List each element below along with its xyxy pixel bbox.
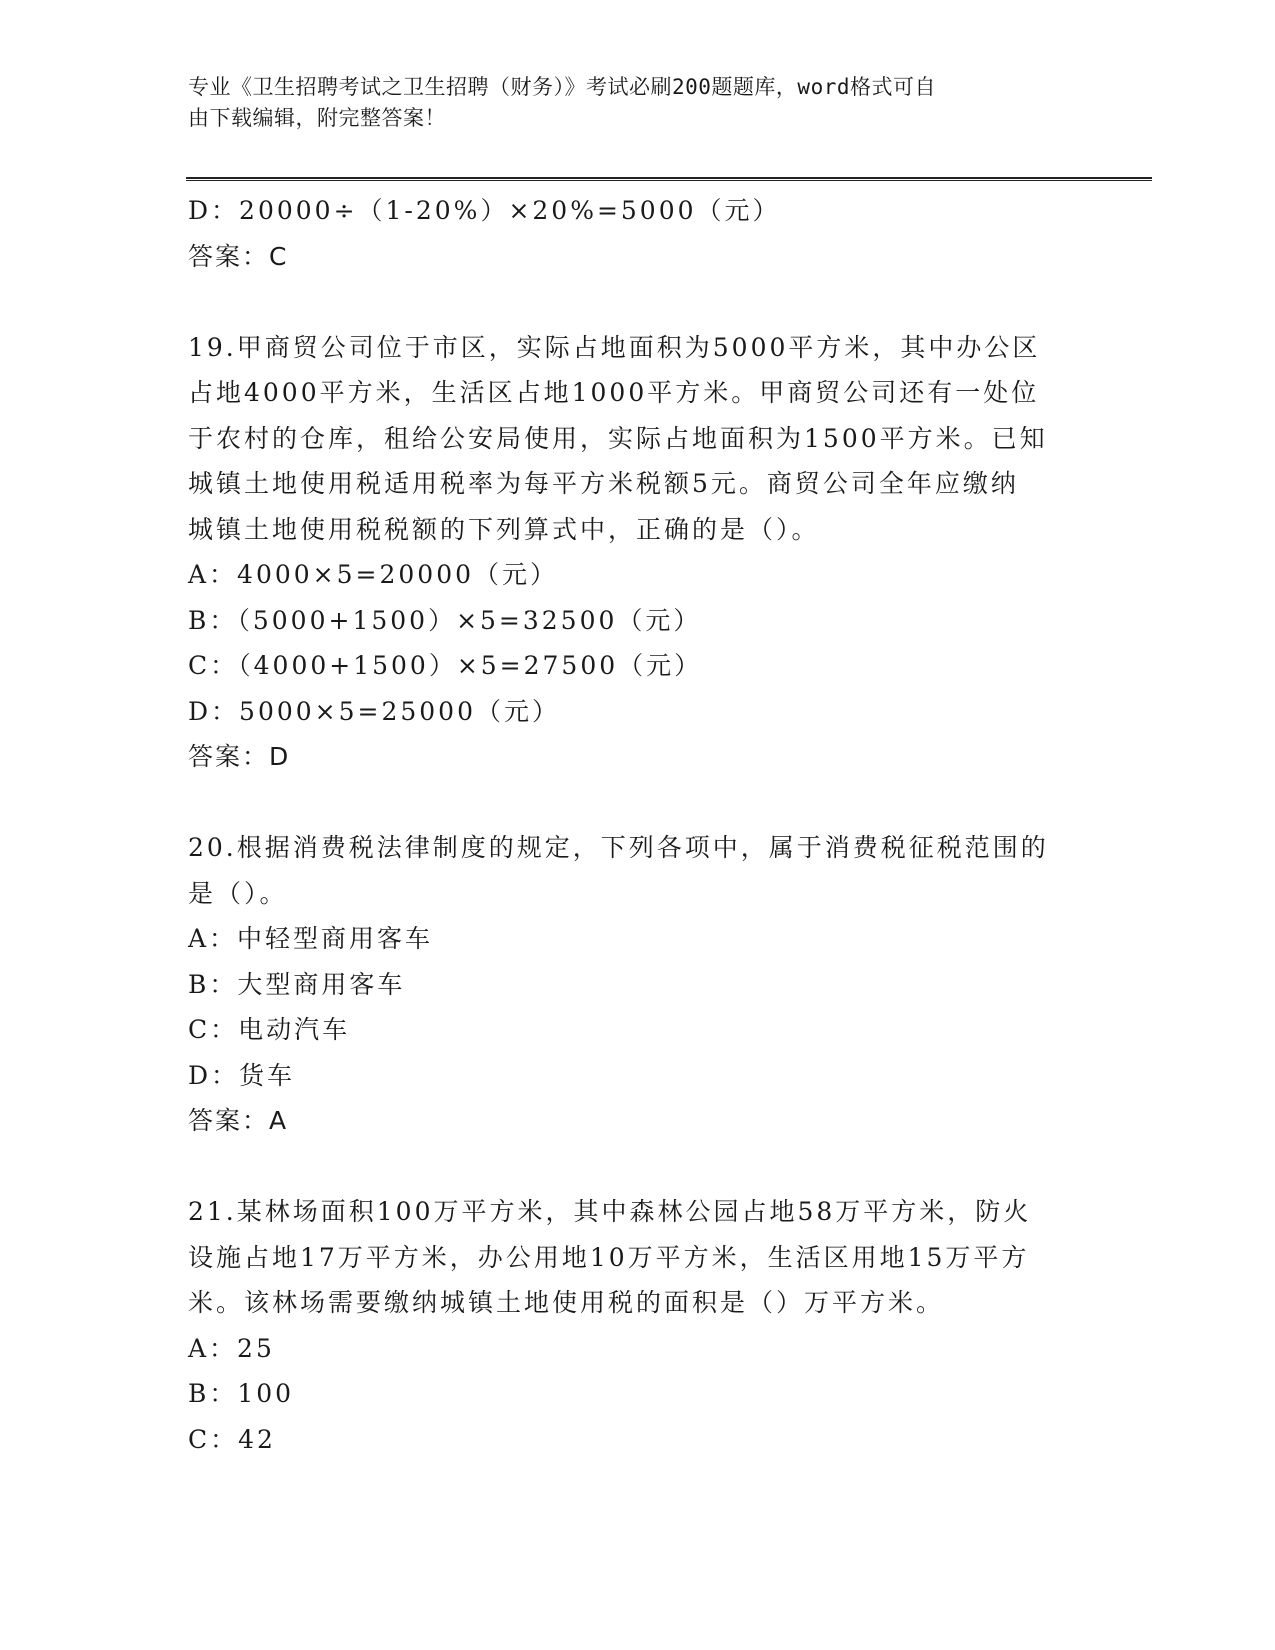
option-b: B：100 <box>188 1379 295 1408</box>
option-a: A：25 <box>188 1333 275 1363</box>
question-content <box>188 188 1088 1462</box>
header-line-2: 由下载编辑，附完整答案！ <box>188 106 446 130</box>
question-21 <box>188 1189 1088 1462</box>
header-line-1: 专业《卫生招聘考试之卫生招聘（财务）》考试必刷200题题库，word格式可自 <box>188 75 936 99</box>
question-stem-line: 设施占地17万平方米，办公用地10万平方米，生活区用地15万平方 <box>188 1242 1030 1272</box>
question-stem-line: 20.根据消费税法律制度的规定，下列各项中，属于消费税征税范围的 <box>188 833 1049 862</box>
option-c: C：电动汽车 <box>188 1015 351 1044</box>
option-d: D：5000×5=25000（元） <box>188 696 560 726</box>
answer-label: 答案：D <box>188 742 291 771</box>
question-stem-line: 城镇土地使用税税额的下列算式中，正确的是（）。 <box>188 514 820 544</box>
question-stem-line: 于农村的仓库，租给公安局使用，实际占地面积为1500平方米。已知 <box>188 423 1048 453</box>
option-a: A：中轻型商用客车 <box>188 924 434 953</box>
question-stem-line: 19.甲商贸公司位于市区，实际占地面积为5000平方米，其中办公区 <box>188 332 1041 362</box>
question-stem-line: 米。该林场需要缴纳城镇土地使用税的面积是（）万平方米。 <box>188 1288 945 1317</box>
question-19 <box>188 325 1088 780</box>
option-b: B：大型商用客车 <box>188 969 406 999</box>
question-stem-line: 21.某林场面积100万平方米，其中森林公园占地58万平方米，防火 <box>188 1197 1032 1226</box>
option-b: B：（5000+1500）×5=32500（元） <box>188 605 702 635</box>
option-c: C：（4000+1500）×5=27500（元） <box>188 651 703 680</box>
answer-label: 答案：C <box>188 241 289 271</box>
question-20 <box>188 825 1088 1144</box>
page-header <box>188 72 1068 134</box>
question-stem-line: 是（）。 <box>188 878 288 908</box>
question-stem-line: 占地4000平方米，生活区占地1000平方米。甲商贸公司还有一处位 <box>188 378 1040 407</box>
spacer <box>188 279 1088 325</box>
option-d: D：20000÷（1-20%）×20%=5000（元） <box>188 196 781 225</box>
spacer <box>188 780 1088 826</box>
option-d: D：货车 <box>188 1060 296 1090</box>
question-stem-line: 城镇土地使用税适用税率为每平方米税额5元。商贸公司全年应缴纳 <box>188 469 1019 498</box>
spacer <box>188 1144 1088 1190</box>
option-a: A：4000×5=20000（元） <box>188 560 559 589</box>
header-divider <box>186 177 1152 181</box>
option-c: C：42 <box>188 1424 276 1454</box>
answer-label: 答案：A <box>188 1106 289 1135</box>
